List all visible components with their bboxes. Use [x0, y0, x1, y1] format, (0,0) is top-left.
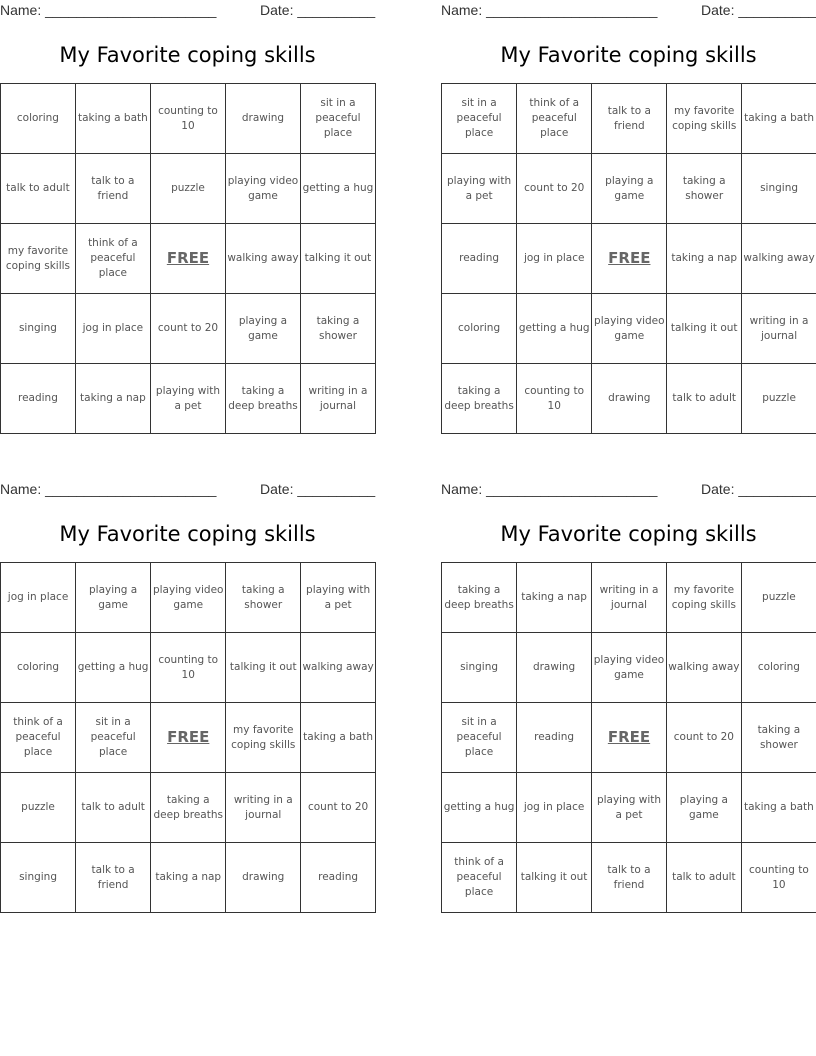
bingo-grid: [0, 562, 376, 913]
grid-row: [1, 703, 376, 773]
grid-cell: counting to 10: [151, 633, 226, 703]
grid-row: [1, 224, 376, 294]
grid-row: [442, 154, 816, 224]
grid-cell: talk to adult: [1, 154, 76, 224]
bingo-grid: [441, 562, 816, 913]
grid-cell: jog in place: [517, 773, 592, 843]
grid-cell: coloring: [741, 633, 816, 703]
grid-cell: think of a peaceful place: [1, 703, 76, 773]
date-label: Date: __________: [260, 2, 376, 18]
grid-cell: playing video game: [592, 294, 667, 364]
name-label: Name: ______________________: [441, 2, 658, 18]
grid-cell: walking away: [666, 633, 741, 703]
grid-cell: counting to 10: [517, 364, 592, 434]
grid-cell: my favorite coping skills: [1, 224, 76, 294]
grid-cell: talk to a friend: [75, 154, 150, 224]
grid-cell: sit in a peaceful place: [442, 703, 517, 773]
name-label: Name: ______________________: [0, 481, 217, 497]
card-title: My Favorite coping skills: [59, 43, 316, 67]
grid-cell: getting a hug: [517, 294, 592, 364]
grid-cell: counting to 10: [150, 84, 225, 154]
grid-cell: playing a game: [666, 773, 741, 843]
card-title: My Favorite coping skills: [500, 43, 757, 67]
grid-cell: taking a shower: [300, 294, 375, 364]
bingo-card-4: [441, 479, 816, 898]
card-header: [0, 479, 376, 501]
free-space: FREE: [592, 703, 667, 773]
grid-cell: taking a deep breaths: [151, 773, 226, 843]
grid-cell: my favorite coping skills: [226, 703, 301, 773]
grid-cell: playing a game: [592, 154, 667, 224]
grid-cell: coloring: [442, 294, 517, 364]
grid-cell: drawing: [592, 364, 667, 434]
grid-cell: getting a hug: [300, 154, 375, 224]
grid-cell: taking a nap: [75, 364, 150, 434]
grid-cell: writing in a journal: [592, 563, 667, 633]
date-label: Date: __________: [701, 2, 816, 18]
grid-cell: count to 20: [666, 703, 741, 773]
grid-cell: playing video game: [151, 563, 226, 633]
grid-row: [1, 773, 376, 843]
grid-cell: counting to 10: [741, 843, 816, 913]
grid-cell: count to 20: [301, 773, 376, 843]
grid-cell: reading: [301, 843, 376, 913]
card-title: My Favorite coping skills: [59, 522, 316, 546]
grid-cell: count to 20: [150, 294, 225, 364]
grid-cell: puzzle: [150, 154, 225, 224]
grid-cell: reading: [1, 364, 76, 434]
grid-cell: taking a deep breaths: [442, 364, 517, 434]
grid-cell: singing: [442, 633, 517, 703]
card-header: [0, 0, 376, 22]
grid-cell: singing: [742, 154, 816, 224]
grid-row: [1, 84, 376, 154]
grid-row: [442, 633, 816, 703]
grid-cell: taking a deep breaths: [442, 563, 517, 633]
card-header: [441, 0, 816, 22]
grid-row: [442, 84, 816, 154]
grid-cell: walking away: [301, 633, 376, 703]
grid-row: [1, 154, 376, 224]
card-title: My Favorite coping skills: [500, 522, 757, 546]
grid-cell: playing with a pet: [150, 364, 225, 434]
free-space: FREE: [150, 224, 225, 294]
grid-cell: my favorite coping skills: [667, 84, 742, 154]
grid-cell: talking it out: [517, 843, 592, 913]
grid-cell: taking a nap: [667, 224, 742, 294]
grid-cell: writing in a journal: [742, 294, 816, 364]
grid-row: [1, 843, 376, 913]
grid-cell: jog in place: [1, 563, 76, 633]
grid-cell: my favorite coping skills: [666, 563, 741, 633]
grid-row: [442, 224, 816, 294]
grid-cell: talking it out: [300, 224, 375, 294]
grid-cell: talk to adult: [76, 773, 151, 843]
name-label: Name: ______________________: [0, 2, 217, 18]
grid-cell: talking it out: [226, 633, 301, 703]
bingo-card-1: [0, 0, 376, 412]
grid-row: [442, 364, 816, 434]
grid-cell: talk to a friend: [592, 843, 667, 913]
free-space: FREE: [592, 224, 667, 294]
grid-cell: taking a deep breaths: [226, 364, 301, 434]
bingo-grid: [0, 83, 376, 434]
grid-cell: drawing: [226, 84, 301, 154]
grid-cell: coloring: [1, 633, 76, 703]
grid-cell: writing in a journal: [226, 773, 301, 843]
grid-cell: drawing: [226, 843, 301, 913]
grid-cell: think of a peaceful place: [75, 224, 150, 294]
grid-row: [442, 773, 816, 843]
grid-row: [442, 563, 816, 633]
grid-cell: taking a nap: [517, 563, 592, 633]
date-label: Date: __________: [260, 481, 376, 497]
grid-cell: singing: [1, 294, 76, 364]
grid-cell: taking a shower: [667, 154, 742, 224]
grid-cell: playing with a pet: [301, 563, 376, 633]
grid-cell: singing: [1, 843, 76, 913]
grid-row: [1, 294, 376, 364]
grid-cell: playing video game: [226, 154, 301, 224]
grid-cell: playing a game: [226, 294, 301, 364]
grid-row: [442, 843, 816, 913]
grid-cell: puzzle: [741, 563, 816, 633]
grid-cell: talk to adult: [666, 843, 741, 913]
bingo-card-2: [441, 0, 816, 412]
grid-cell: sit in a peaceful place: [442, 84, 517, 154]
card-header: [441, 479, 816, 501]
grid-cell: count to 20: [517, 154, 592, 224]
grid-cell: taking a bath: [742, 84, 816, 154]
grid-row: [442, 294, 816, 364]
grid-cell: reading: [517, 703, 592, 773]
grid-cell: jog in place: [517, 224, 592, 294]
grid-cell: talking it out: [667, 294, 742, 364]
grid-cell: jog in place: [75, 294, 150, 364]
grid-cell: taking a nap: [151, 843, 226, 913]
grid-cell: sit in a peaceful place: [300, 84, 375, 154]
grid-cell: puzzle: [1, 773, 76, 843]
grid-cell: walking away: [742, 224, 816, 294]
grid-cell: getting a hug: [76, 633, 151, 703]
grid-cell: coloring: [1, 84, 76, 154]
bingo-card-3: [0, 479, 376, 891]
grid-row: [1, 633, 376, 703]
grid-cell: sit in a peaceful place: [76, 703, 151, 773]
grid-cell: playing with a pet: [592, 773, 667, 843]
grid-cell: playing with a pet: [442, 154, 517, 224]
grid-cell: talk to adult: [667, 364, 742, 434]
grid-cell: playing video game: [592, 633, 667, 703]
grid-cell: playing a game: [76, 563, 151, 633]
date-label: Date: __________: [701, 481, 816, 497]
grid-cell: talk to a friend: [592, 84, 667, 154]
bingo-grid: [441, 83, 816, 434]
grid-cell: taking a bath: [301, 703, 376, 773]
free-space: FREE: [151, 703, 226, 773]
grid-cell: writing in a journal: [300, 364, 375, 434]
grid-cell: think of a peaceful place: [442, 843, 517, 913]
grid-cell: reading: [442, 224, 517, 294]
grid-cell: talk to a friend: [76, 843, 151, 913]
grid-row: [1, 563, 376, 633]
grid-row: [442, 703, 816, 773]
grid-cell: taking a bath: [75, 84, 150, 154]
grid-cell: getting a hug: [442, 773, 517, 843]
grid-cell: puzzle: [742, 364, 816, 434]
grid-cell: taking a shower: [226, 563, 301, 633]
grid-cell: taking a shower: [741, 703, 816, 773]
grid-cell: walking away: [226, 224, 301, 294]
grid-row: [1, 364, 376, 434]
name-label: Name: ______________________: [441, 481, 658, 497]
grid-cell: drawing: [517, 633, 592, 703]
grid-cell: think of a peaceful place: [517, 84, 592, 154]
grid-cell: taking a bath: [741, 773, 816, 843]
